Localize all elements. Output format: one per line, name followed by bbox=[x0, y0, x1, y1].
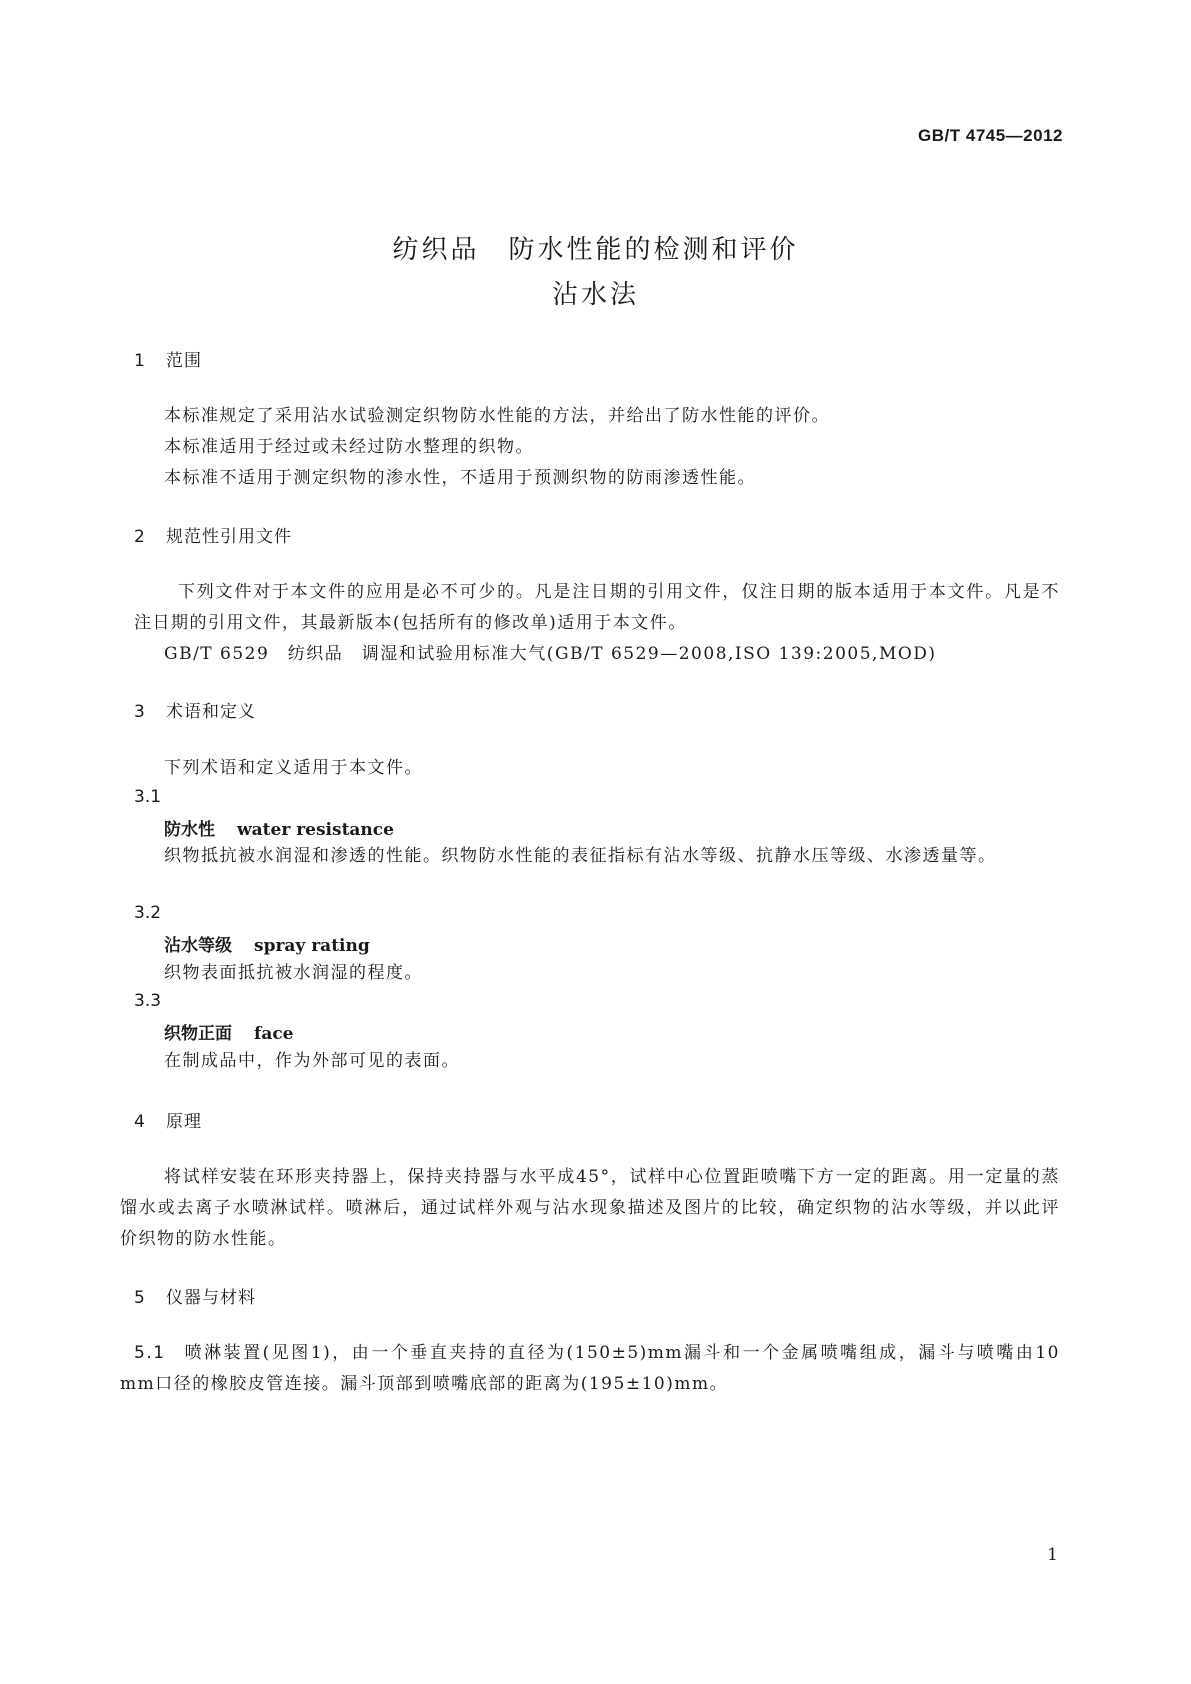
term-number: 3.1 bbox=[134, 787, 162, 807]
term-heading bbox=[164, 815, 394, 840]
section-number: 3 bbox=[134, 702, 146, 722]
standard-code: GB/T 4745—2012 bbox=[918, 126, 1063, 145]
term-definition: 在制成品中，作为外部可见的表面。 bbox=[164, 1051, 460, 1071]
section-4-paragraph: 将试样安装在环形夹持器上，保持夹持器与水平成45°，试样中心位置距喷嘴下方一定的距离。用一定量的蒸馏水或去离子水喷淋试样。喷淋后，通过试样外观与沾水现象描述及图片的比较，确定织物的沾水等级，并以此评价织物的防水性能。 bbox=[120, 1167, 1060, 1249]
section-3-heading bbox=[134, 697, 256, 722]
section-1-paragraph: 本标准规定了采用沾水试验测定织物防水性能的方法，并给出了防水性能的评价。 bbox=[164, 406, 830, 426]
clause-5-1 bbox=[120, 1338, 1060, 1400]
section-number: 5 bbox=[134, 1288, 146, 1308]
term-en: water resistance bbox=[237, 820, 394, 840]
section-title: 仪器与材料 bbox=[166, 1288, 256, 1308]
document-title: 纺织品 防水性能的检测和评价 bbox=[392, 235, 799, 265]
normative-reference: GB/T 6529 纺织品 调湿和试验用标准大气(GB/T 6529—2008,ISO 139:2005,MOD) bbox=[164, 644, 937, 664]
section-1-heading bbox=[134, 346, 202, 371]
section-number: 2 bbox=[134, 527, 146, 547]
term-zh: 防水性 bbox=[164, 820, 215, 840]
term-en: face bbox=[254, 1024, 294, 1044]
page-number: 1 bbox=[1047, 1545, 1058, 1565]
section-2-paragraph: 下列文件对于本文件的应用是必不可少的。凡是注日期的引用文件，仅注日期的版本适用于本文件。凡是不注日期的引用文件，其最新版本(包括所有的修改单)适用于本文件。 bbox=[134, 582, 1060, 633]
term-heading bbox=[164, 931, 370, 956]
term-zh: 织物正面 bbox=[164, 1024, 232, 1044]
section-3-intro: 下列术语和定义适用于本文件。 bbox=[164, 758, 423, 778]
term-definition: 织物抵抗被水润湿和渗透的性能。织物防水性能的表征指标有沾水等级、抗静水压等级、水渗透量等。 bbox=[164, 846, 997, 866]
section-title: 范围 bbox=[166, 351, 202, 371]
term-definition: 织物表面抵抗被水润湿的程度。 bbox=[164, 963, 423, 983]
section-number: 1 bbox=[134, 351, 146, 371]
section-number: 4 bbox=[134, 1112, 146, 1132]
section-title: 规范性引用文件 bbox=[166, 527, 292, 547]
section-title: 术语和定义 bbox=[166, 702, 256, 722]
section-1-paragraph: 本标准适用于经过或未经过防水整理的织物。 bbox=[164, 437, 534, 457]
term-en: spray rating bbox=[254, 936, 370, 956]
term-number: 3.2 bbox=[134, 903, 162, 923]
section-4-heading bbox=[134, 1107, 202, 1132]
clause-text: 喷淋装置(见图1)，由一个垂直夹持的直径为(150±5)mm漏斗和一个金属喷嘴组成，漏斗与喷嘴由10 mm口径的橡胶皮管连接。漏斗顶部到喷嘴底部的距离为(195±10)mm。 bbox=[120, 1343, 1060, 1394]
section-title: 原理 bbox=[166, 1112, 202, 1132]
term-zh: 沾水等级 bbox=[164, 936, 232, 956]
section-2-heading bbox=[134, 522, 292, 547]
document-subtitle: 沾水法 bbox=[551, 280, 639, 310]
section-1-paragraph: 本标准不适用于测定织物的渗水性，不适用于预测织物的防雨渗透性能。 bbox=[164, 468, 756, 488]
term-heading bbox=[164, 1019, 294, 1044]
term-number: 3.3 bbox=[134, 991, 162, 1011]
section-5-heading bbox=[134, 1283, 256, 1308]
clause-number: 5.1 bbox=[134, 1343, 166, 1363]
